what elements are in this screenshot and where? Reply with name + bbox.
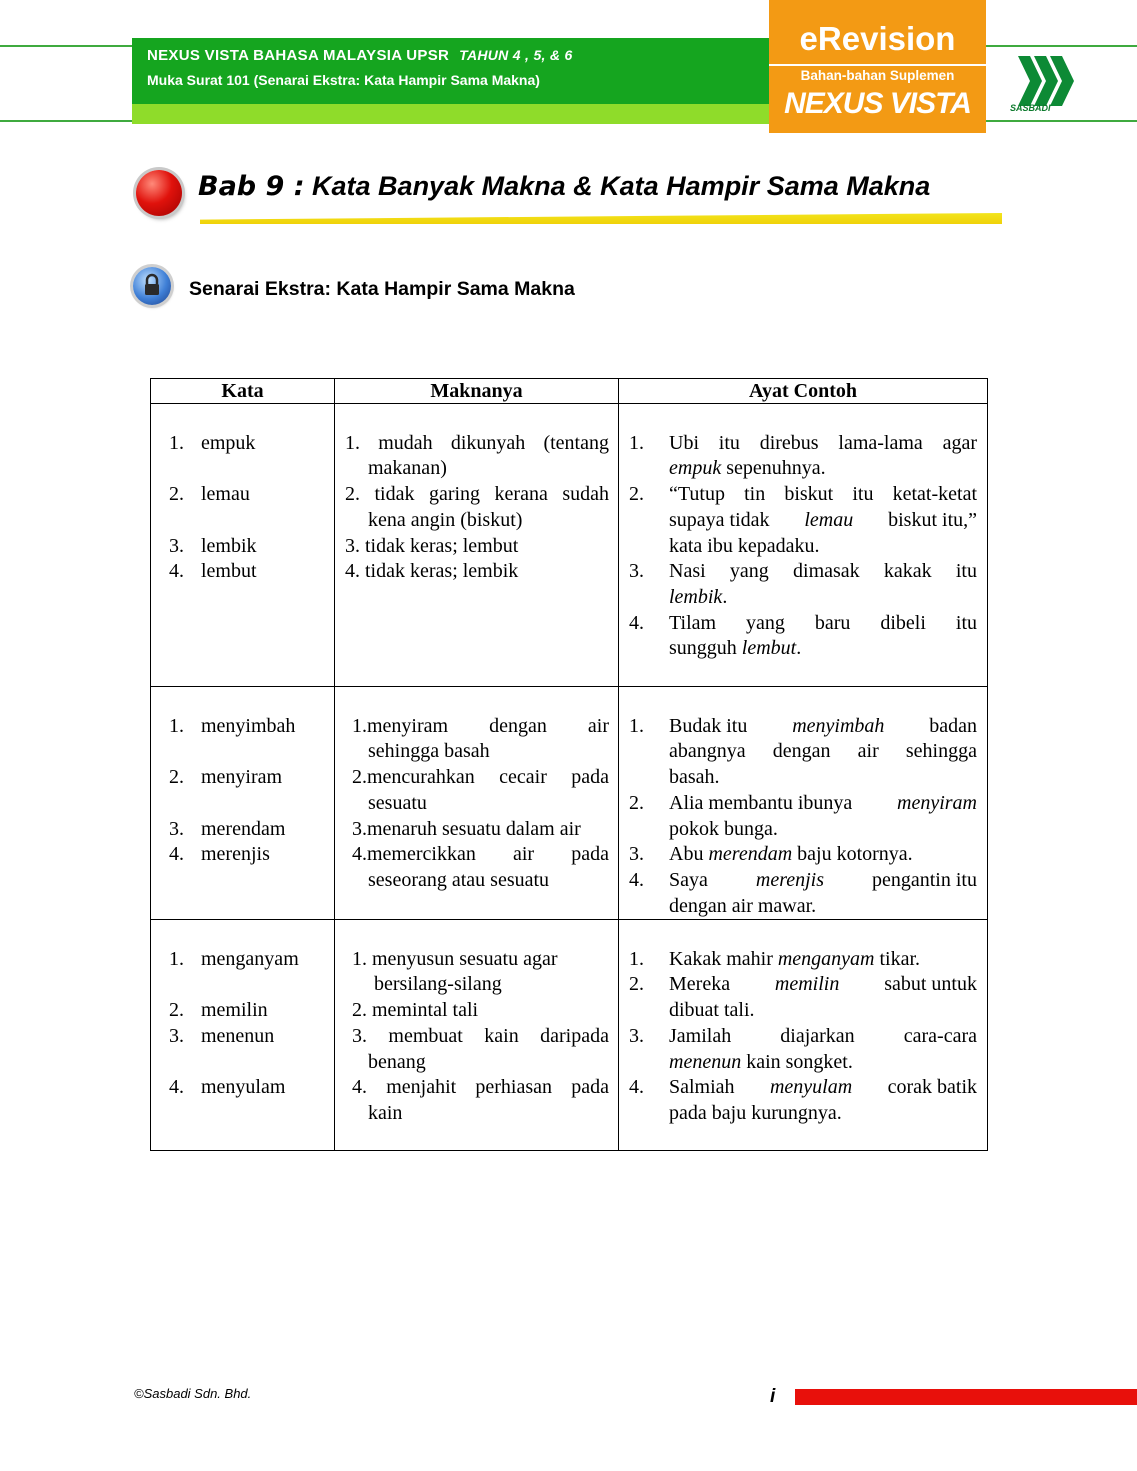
table-row [151, 687, 988, 920]
header-subtitle: Muka Surat 101 (Senarai Ekstra: Kata Hampir Sama Makna) [147, 72, 540, 88]
kata-word: merendam [201, 818, 286, 840]
kata-cell [151, 920, 335, 1151]
ayat-line: dengan air mawar. [669, 895, 817, 917]
header-rule-left [0, 45, 132, 47]
ayat-line: sungguh lembut. [669, 637, 802, 659]
ayat-line: Alia membantu ibunya menyiram [669, 792, 977, 814]
ayat-line: Budak itu menyimbah badan [669, 715, 977, 737]
list-number: 4. [169, 843, 184, 865]
ayat-cell [619, 404, 988, 687]
makna-line: 3.menaruh sesuatu dalam air [352, 818, 581, 840]
kata-word: menyimbah [201, 715, 296, 737]
column-header-kata: Kata [151, 379, 335, 404]
ayat-line: kata ibu kepadaku. [669, 535, 820, 557]
list-number: 2. [169, 999, 184, 1021]
header-rule-left-lower [0, 120, 132, 122]
ayat-line: “Tutup tin biskut itu ketat-ketat [669, 483, 977, 505]
list-number: 3. [629, 843, 644, 865]
makna-line: 1.menyiram dengan air [352, 715, 609, 737]
makna-line: 3. tidak keras; lembut [345, 535, 519, 557]
footer-red-bar [795, 1389, 1137, 1405]
ayat-line: Ubi itu direbus lama-lama agar [669, 432, 977, 454]
column-header-ayat-contoh: Ayat Contoh [619, 379, 988, 404]
chapter-title [198, 171, 930, 202]
kata-word: merenjis [201, 843, 270, 865]
list-number: 2. [629, 792, 644, 814]
ayat-line: Saya merenjis pengantin itu [669, 869, 977, 891]
footer-copyright: ©Sasbadi Sdn. Bhd. [134, 1386, 252, 1401]
chapter-underline [200, 213, 1002, 224]
ayat-cell [619, 687, 988, 920]
chapter-name: Kata Banyak Makna & Kata Hampir Sama Makna [312, 171, 931, 201]
ayat-line: Salmiah menyulam corak batik [669, 1076, 977, 1098]
ayat-line: lembik. [669, 586, 728, 608]
badge-divider [769, 64, 986, 66]
ayat-line: Nasi yang dimasak kakak itu [669, 560, 977, 582]
kata-word: lembut [201, 560, 257, 582]
makna-cell [335, 687, 619, 920]
makna-line: 2. memintal tali [352, 999, 479, 1021]
ayat-line: empuk sepenuhnya. [669, 457, 826, 479]
makna-line: 3. membuat kain daripada [352, 1025, 609, 1047]
makna-line: benang [368, 1051, 426, 1073]
erevision-tagline: Bahan-bahan Suplemen [800, 68, 955, 83]
list-number: 4. [169, 560, 184, 582]
list-number: 1. [169, 715, 184, 737]
ayat-line: abangnya dengan air sehingga [669, 740, 977, 762]
kata-word: menganyam [201, 948, 299, 970]
list-number: 1. [629, 715, 644, 737]
list-number: 4. [629, 612, 644, 634]
list-number: 3. [629, 1025, 644, 1047]
ayat-line: Mereka memilin sabut untuk [669, 973, 977, 995]
list-number: 1. [169, 432, 184, 454]
ayat-cell [619, 920, 988, 1151]
table-row [151, 404, 988, 687]
list-number: 4. [169, 1076, 184, 1098]
ayat-line: menenun kain songket. [669, 1051, 853, 1073]
red-bullet-icon [136, 170, 182, 216]
makna-line: makanan) [368, 457, 447, 479]
kata-cell [151, 687, 335, 920]
kata-word: lemau [201, 483, 250, 505]
ayat-line: supaya tidak lemau biskut itu,” [669, 509, 977, 531]
ayat-line: Abu merendam baju kotornya. [669, 843, 913, 865]
nexus-vista-wordmark: NEXUS VISTA [784, 87, 971, 120]
makna-line: 1. menyusun sesuatu agar [352, 948, 558, 970]
makna-line: 4. tidak keras; lembik [345, 560, 519, 582]
kata-cell [151, 404, 335, 687]
makna-line: kena angin (biskut) [368, 509, 523, 531]
list-number: 4. [629, 1076, 644, 1098]
makna-line: 4. menjahit perhiasan pada [352, 1076, 609, 1098]
header-rule-right-lower [986, 120, 1137, 122]
list-number: 2. [169, 766, 184, 788]
kata-word: empuk [201, 432, 256, 454]
makna-line: seseorang atau sesuatu [368, 869, 550, 891]
header-tahun: TAHUN 4 , 5, & 6 [459, 47, 573, 63]
list-number: 2. [629, 483, 644, 505]
table-row [151, 920, 988, 1151]
makna-cell [335, 404, 619, 687]
ayat-line: pokok bunga. [669, 818, 778, 840]
kata-word: menyiram [201, 766, 283, 788]
ayat-line: Jamilah diajarkan cara-cara [669, 1025, 977, 1047]
list-number: 2. [169, 483, 184, 505]
makna-line: sehingga basah [368, 740, 490, 762]
makna-line: bersilang-silang [374, 973, 502, 995]
ayat-line: dibuat tali. [669, 999, 755, 1021]
kata-word: lembik [201, 535, 257, 557]
list-number: 3. [169, 1025, 184, 1047]
erevision-title: eRevision [799, 20, 956, 57]
page-number: i [770, 1386, 776, 1407]
makna-line: 4.memercikkan air pada [352, 843, 609, 865]
kata-word: menyulam [201, 1076, 286, 1098]
makna-line: 1. mudah dikunyah (tentang [345, 432, 609, 454]
ayat-line: Kakak mahir menganyam tikar. [669, 948, 921, 970]
ayat-line: basah. [669, 766, 720, 788]
makna-line: 2. tidak garing kerana sudah [345, 483, 609, 505]
list-number: 1. [629, 432, 644, 454]
list-number: 3. [169, 535, 184, 557]
header-accent-bar [132, 104, 769, 124]
lock-icon [133, 267, 171, 305]
makna-line: sesuatu [368, 792, 427, 814]
makna-line: 2.mencurahkan cecair pada [352, 766, 609, 788]
list-number: 3. [629, 560, 644, 582]
chapter-prefix: Bab 9 : [198, 171, 305, 202]
makna-line: kain [368, 1102, 403, 1124]
list-number: 1. [169, 948, 184, 970]
section-title: Senarai Ekstra: Kata Hampir Sama Makna [189, 278, 575, 300]
vocab-table [150, 378, 988, 1151]
header-title: NEXUS VISTA BAHASA MALAYSIA UPSR TAHUN 4 , 5, & 6 [147, 47, 573, 64]
table-header-row [151, 379, 988, 404]
makna-cell [335, 920, 619, 1151]
list-number: 2. [629, 973, 644, 995]
ayat-line: Tilam yang baru dibeli itu [669, 612, 977, 634]
list-number: 4. [629, 869, 644, 891]
sasbadi-logo-text: SASBADI [1010, 103, 1051, 113]
list-number: 1. [629, 948, 644, 970]
list-number: 3. [169, 818, 184, 840]
kata-word: menenun [201, 1025, 275, 1047]
column-header-maknanya: Maknanya [335, 379, 619, 404]
kata-word: memilin [201, 999, 268, 1021]
ayat-line: pada baju kurungnya. [669, 1102, 842, 1124]
